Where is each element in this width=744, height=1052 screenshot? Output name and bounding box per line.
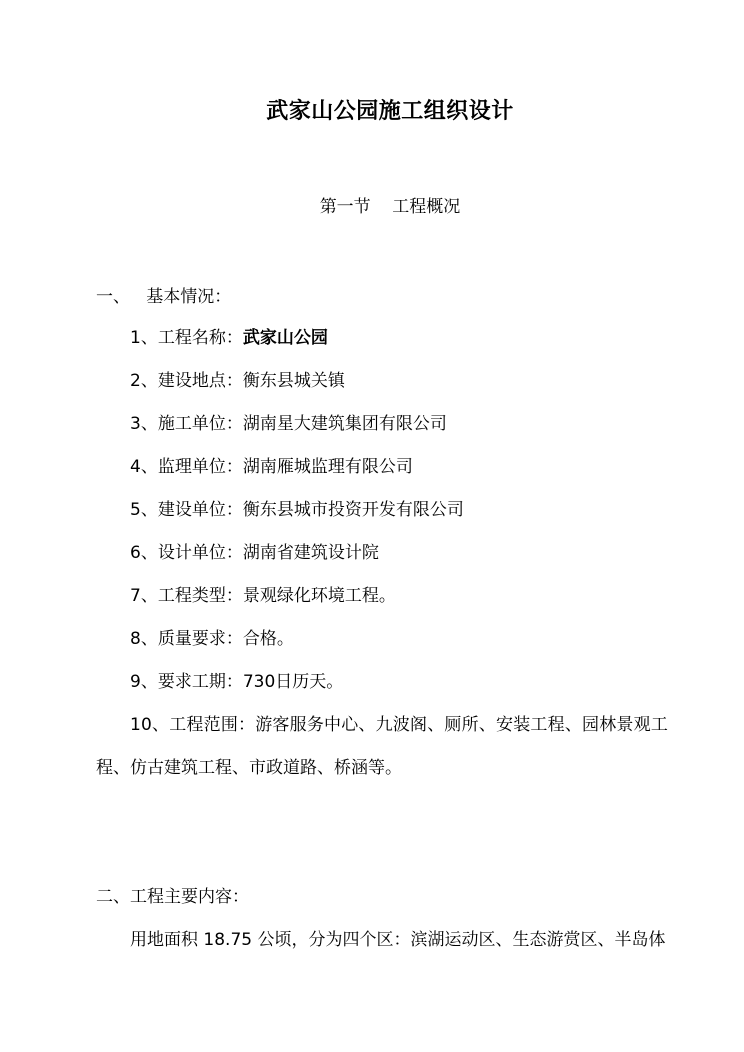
item-value: 衡东县城市投资开发有限公司 [242, 500, 464, 520]
item-value: 景观绿化环境工程。 [242, 586, 396, 606]
item-label: 5、建设单位： [130, 500, 243, 520]
item-value: 湖南雁城监理有限公司 [242, 457, 413, 477]
item-label: 3、施工单位： [130, 414, 243, 434]
list-item [130, 667, 343, 692]
item-value: 衡东县城关镇 [242, 371, 345, 391]
list-item [130, 452, 413, 477]
item-value: 武家山公园 [242, 328, 328, 348]
list-item [130, 409, 447, 434]
list-item [130, 495, 464, 520]
item-value: 湖南星大建筑集团有限公司 [242, 414, 447, 434]
item-10-line-2: 程、仿古建筑工程、市政道路、桥涵等。 [96, 758, 402, 778]
heading-main-content: 二、工程主要内容： [96, 887, 249, 907]
list-item [130, 323, 328, 348]
item-label: 2、建设地点： [130, 371, 243, 391]
content-line-1: 用地面积 18.75 公顷，分为四个区：滨湖运动区、生态游赏区、半岛体 [130, 930, 666, 950]
item-label: 8、质量要求： [130, 629, 243, 649]
section-title: 第一节 工程概况 [319, 197, 461, 217]
item-label: 1、工程名称： [130, 328, 243, 348]
heading-basic-info: 一、 基本情况： [96, 287, 232, 307]
item-10-line-1: 10、工程范围：游客服务中心、九波阁、厕所、安装工程、园林景观工 [130, 715, 669, 735]
item-label: 6、设计单位： [130, 543, 243, 563]
item-label: 4、监理单位： [130, 457, 243, 477]
list-item [130, 581, 396, 606]
list-item [130, 366, 345, 391]
list-item [130, 538, 379, 563]
item-label: 7、工程类型： [130, 586, 243, 606]
item-value: 730日历天。 [242, 672, 344, 692]
list-item [130, 624, 294, 649]
item-value: 合格。 [242, 629, 294, 649]
item-value: 湖南省建筑设计院 [242, 543, 379, 563]
item-label: 9、要求工期： [130, 672, 243, 692]
document-title: 武家山公园施工组织设计 [266, 99, 514, 124]
